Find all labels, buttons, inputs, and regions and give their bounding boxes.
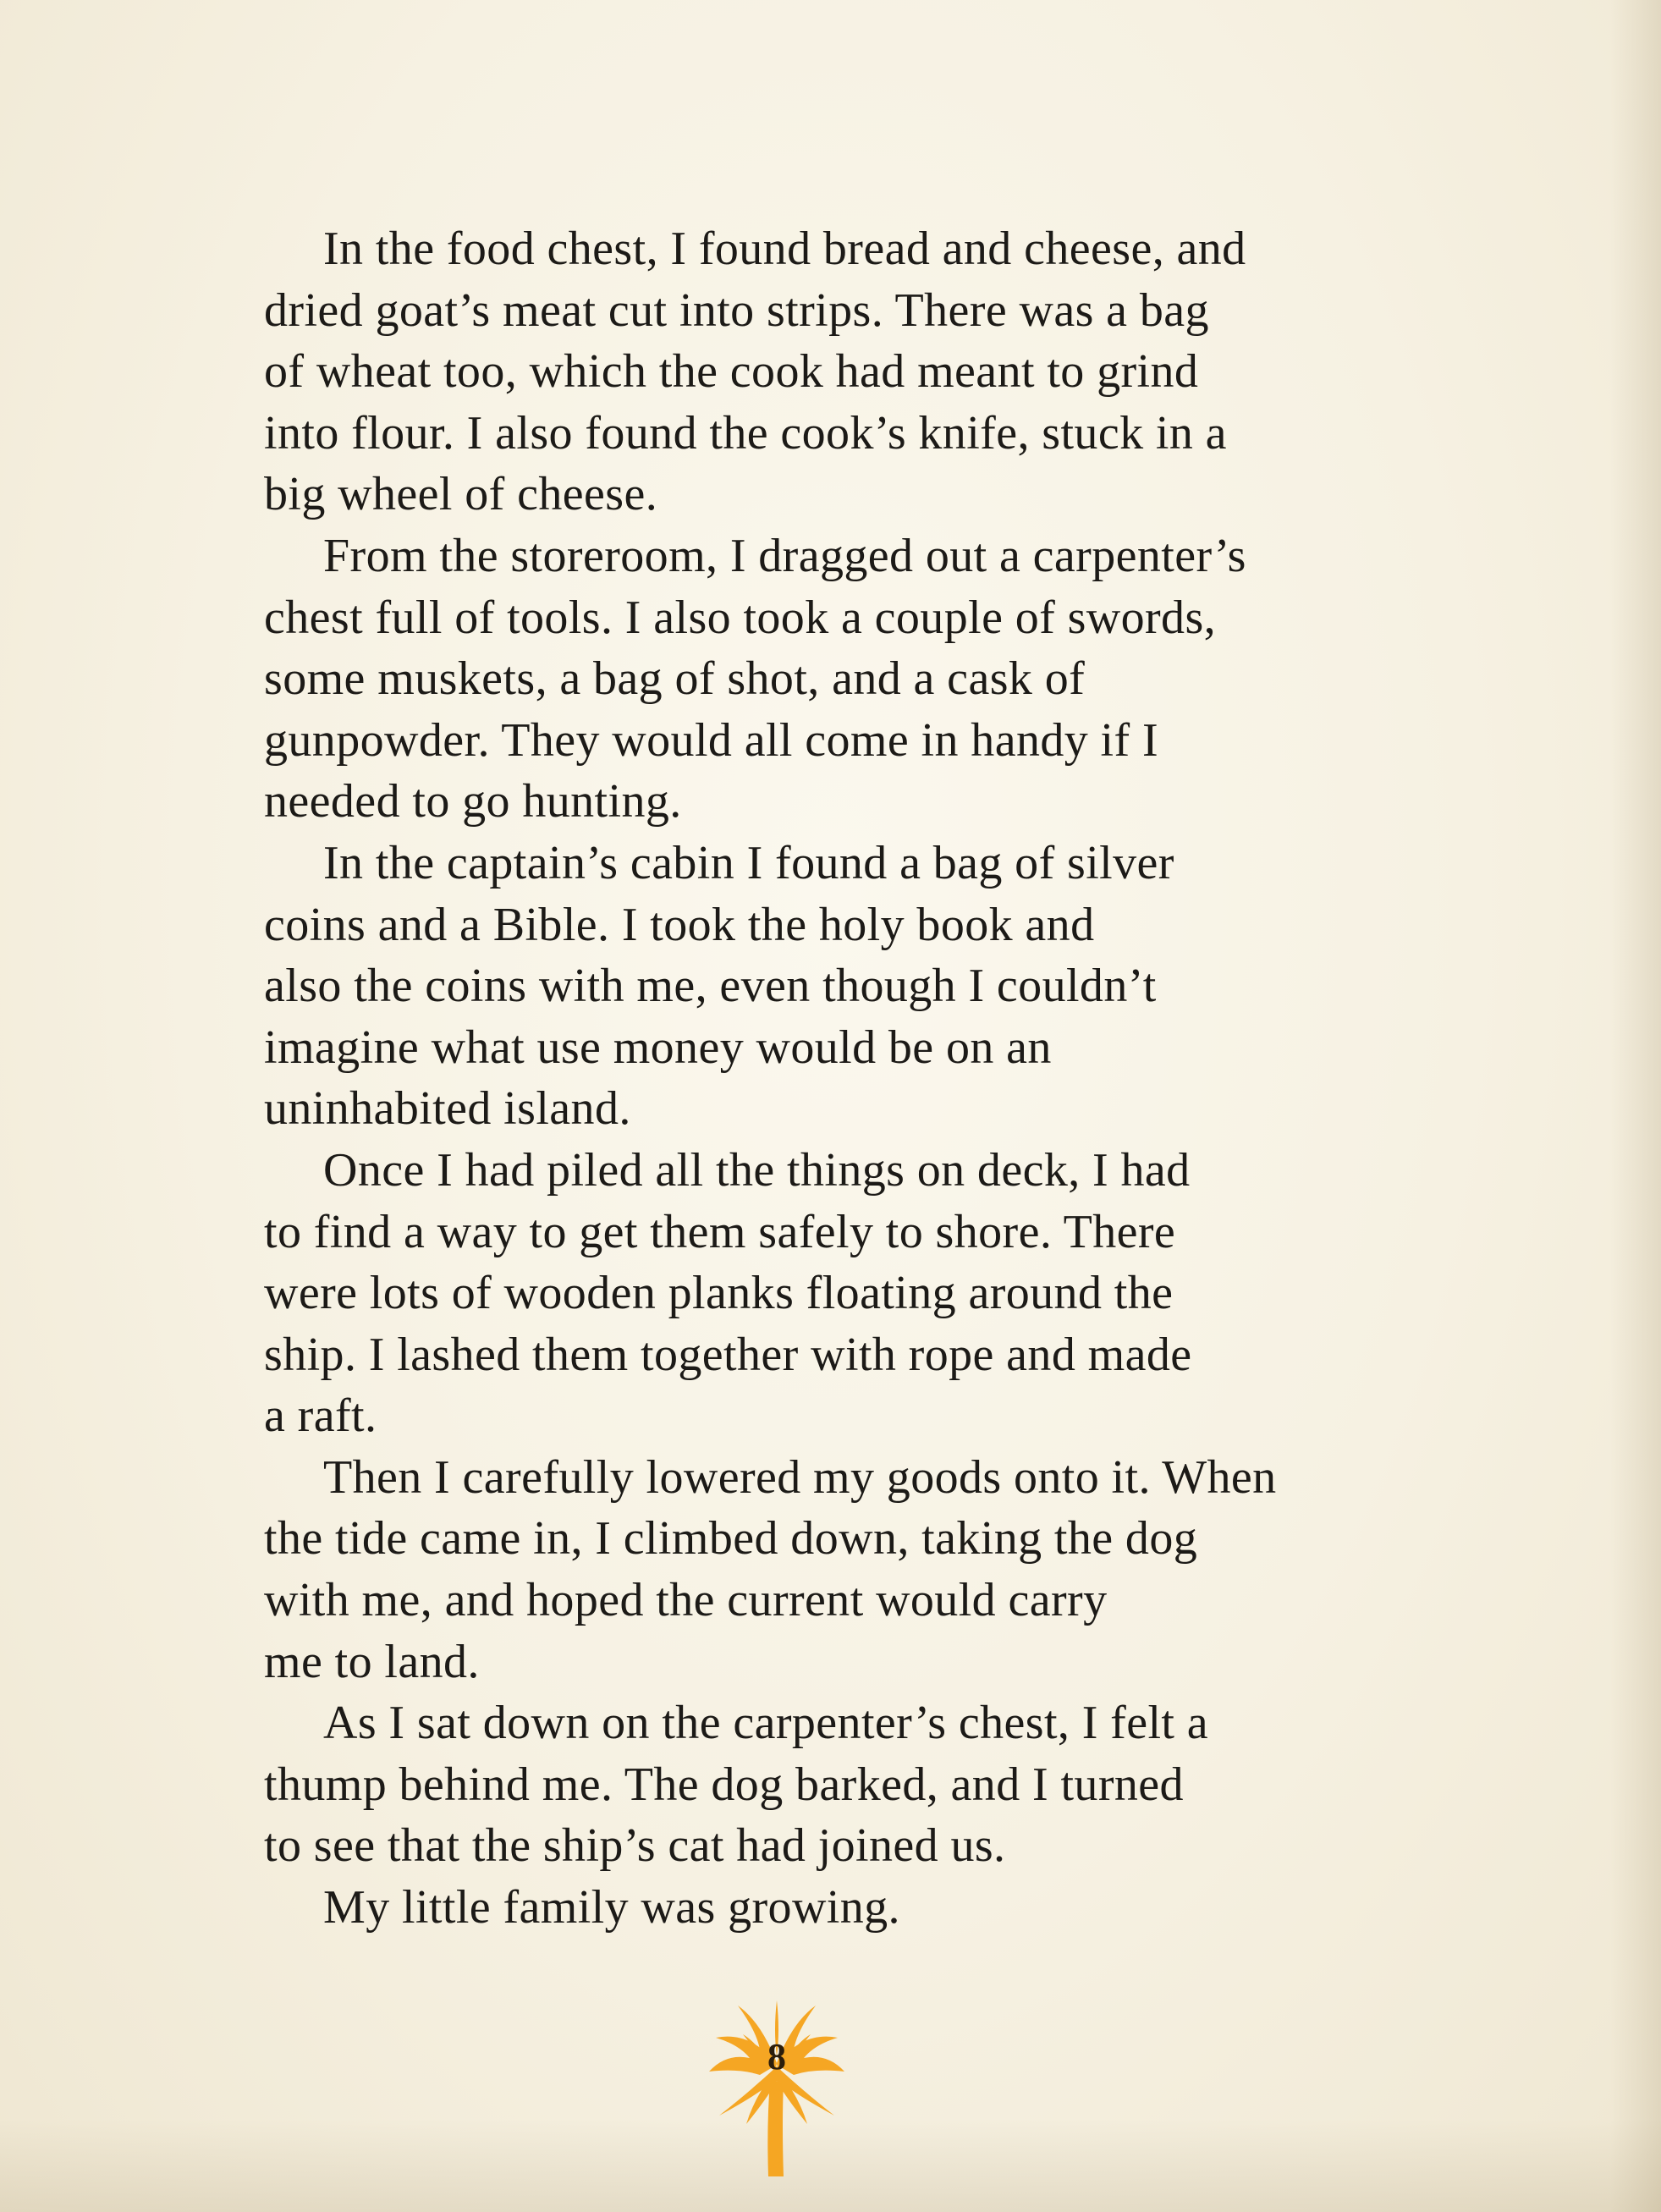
paragraph [264, 1692, 1389, 1877]
text-line: of wheat too, which the cook had meant to grind [264, 345, 1199, 399]
text-line: me to land. [264, 1635, 480, 1688]
text-line: From the storeroom, I dragged out a carpenter’s [323, 529, 1246, 582]
text-line: Then I carefully lowered my goods onto it. When [323, 1450, 1277, 1504]
text-line: into flour. I also found the cook’s knife, stuck in a [264, 406, 1227, 459]
page-edge-shading [1610, 0, 1661, 2212]
text-line: gunpowder. They would all come in handy if I [264, 713, 1159, 767]
text-line: the tide came in, I climbed down, taking the dog [264, 1512, 1198, 1565]
text-line: coins and a Bible. I took the holy book and [264, 898, 1095, 951]
text-line: big wheel of cheese. [264, 468, 658, 521]
text-line: My little family was growing. [323, 1881, 900, 1934]
story-text [264, 218, 1389, 1939]
text-line: chest full of tools. I also took a couple of swords, [264, 591, 1217, 644]
text-line: with me, and hoped the current would carry [264, 1574, 1108, 1627]
paragraph [264, 1140, 1389, 1447]
text-line: were lots of wooden planks floating around the [264, 1267, 1174, 1320]
palm-tree-icon [701, 1997, 853, 2183]
text-line: Once I had piled all the things on deck, I had [323, 1143, 1191, 1197]
text-line: As I sat down on the carpenter’s chest, I felt a [323, 1697, 1209, 1750]
paragraph [264, 525, 1389, 833]
text-line: also the coins with me, even though I couldn’t [264, 960, 1157, 1013]
paragraph [264, 1447, 1389, 1692]
text-line: ship. I lashed them together with rope and made [264, 1328, 1192, 1381]
paragraph [264, 833, 1389, 1140]
text-line: needed to go hunting. [264, 775, 682, 828]
text-line: dried goat’s meat cut into strips. There was a bag [264, 283, 1209, 337]
text-line: In the captain’s cabin I found a bag of silver [323, 836, 1174, 889]
text-line: In the food chest, I found bread and cheese, and [323, 223, 1246, 275]
paragraph [264, 218, 1389, 525]
text-line: some muskets, a bag of shot, and a cask of [264, 652, 1086, 706]
text-line: a raft. [264, 1389, 377, 1443]
text-line: uninhabited island. [264, 1082, 631, 1136]
text-line: thump behind me. The dog barked, and I turned [264, 1758, 1184, 1811]
text-line: imagine what use money would be on an [264, 1021, 1052, 1074]
paragraph [264, 1877, 1389, 1939]
page-number: 8 [767, 2036, 786, 2077]
text-line: to find a way to get them safely to shore. There [264, 1205, 1176, 1258]
text-line: to see that the ship’s cat had joined us. [264, 1819, 1006, 1873]
